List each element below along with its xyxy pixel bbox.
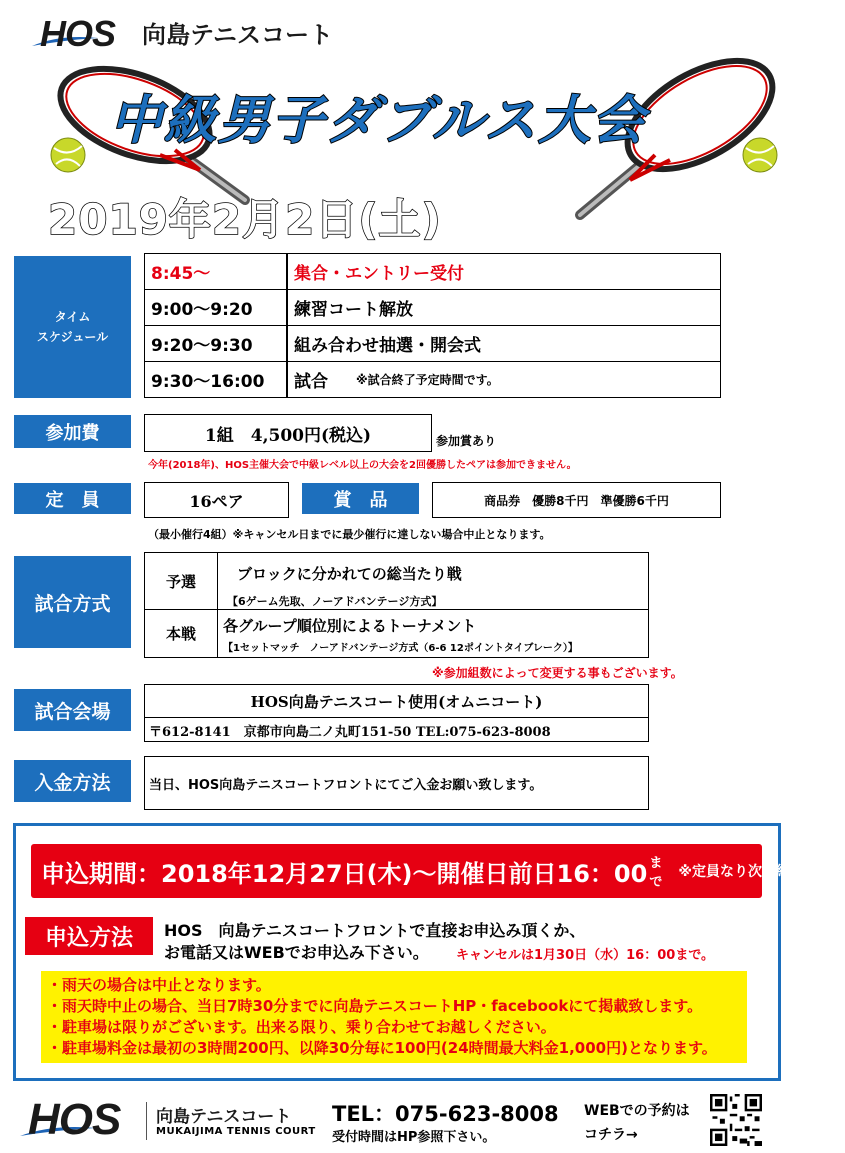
main-title: 各グループ順位別によるトーナメント	[223, 617, 477, 635]
capacity-note: （最小催行4組）※キャンセル日までに最少催行に達しない場合中止となります。	[148, 528, 551, 541]
application-cancel-note: キャンセルは1月30日（水）16：00まで。	[456, 948, 715, 963]
fee-warning: 今年(2018年)、HOS主催大会で中級レベル以上の大会を2回優勝したペアは参加できません。	[148, 460, 577, 471]
schedule-table	[144, 253, 721, 398]
schedule-time-3: 9:30〜16:00	[144, 361, 287, 398]
header-logo	[30, 14, 350, 54]
main-label: 本戦	[165, 625, 196, 643]
format-table	[144, 552, 649, 658]
format-label: 試合方式	[14, 556, 131, 648]
format-divider-horizontal	[145, 609, 648, 610]
schedule-event-3-text: 試合	[294, 372, 328, 392]
event-date: 2019年2月2日(土)	[48, 195, 442, 244]
prize-value: 商品券 優勝8千円 準優勝6千円	[432, 482, 721, 518]
application-period-note: ※定員なり次第終了です。	[678, 864, 845, 880]
schedule-event-3	[287, 361, 721, 398]
payment-text: 当日、HOS向島テニスコートフロントにてご入金お願い致します。	[144, 756, 649, 810]
capacity-value: 16ペア	[144, 482, 289, 518]
footer-hours: 受付時間はHP参照下さい。	[332, 1130, 496, 1145]
prelim-detail: 【6ゲーム先取、ノーアドバンテージ方式】	[227, 595, 443, 608]
note-item: ・駐車場料金は最初の3時間200円、以降30分毎に100円(24時間最大料金1,000円)となります。	[47, 1039, 717, 1057]
schedule-time-0: 8:45〜	[144, 253, 287, 290]
fee-label: 参加費	[14, 415, 131, 448]
note-item: ・駐車場は限りがございます。出来る限り、乗り合わせてお越しください。	[47, 1018, 556, 1036]
application-notes	[41, 971, 747, 1063]
footer-logo	[18, 1096, 318, 1144]
prelim-title: ブロックに分かれての総当たり戦	[237, 565, 462, 583]
footer-tel[interactable]: TEL：075-623-8008	[332, 1102, 559, 1126]
venue-label: 試合会場	[14, 689, 131, 731]
format-divider-vertical	[217, 553, 218, 657]
footer-web-line1: WEBでの予約は	[584, 1103, 690, 1119]
venue-name: HOS向島テニスコート使用(オムニコート)	[250, 693, 543, 711]
note-item: ・雨天時中止の場合、当日7時30分までに向島テニスコートHP・facebookにて掲載致します。	[47, 997, 703, 1015]
schedule-event-3-note: ※試合終了予定時間です。	[356, 373, 499, 387]
prize-label: 賞 品	[302, 483, 419, 514]
footer-court-name: 向島テニスコート	[156, 1107, 292, 1127]
main-detail: 【1セットマッチ ノーアドバンテージ方式（6-6 12ポイントタイブレーク）】	[223, 643, 578, 654]
footer-court-name-en: MUKAIJIMA TENNIS COURT	[156, 1126, 316, 1137]
footer-web-line2[interactable]: コチラ→	[584, 1127, 638, 1143]
venue-divider	[145, 717, 648, 718]
venue-box	[144, 684, 649, 742]
application-period-suffix: まで	[649, 856, 663, 890]
capacity-label: 定 員	[14, 483, 131, 514]
application-method-label: 申込方法	[25, 917, 153, 955]
application-method-line2: お電話又はWEBでお申込み下さい。	[164, 943, 429, 962]
fee-prize-note: 参加賞あり	[436, 434, 497, 448]
schedule-time-2: 9:20〜9:30	[144, 325, 287, 362]
application-period-bar	[31, 844, 845, 898]
fee-value: 1組 4,500円(税込)	[144, 414, 432, 452]
note-item: ・雨天の場合は中止となります。	[47, 976, 271, 994]
application-box	[13, 823, 845, 1081]
qr-code-icon[interactable]	[710, 1094, 762, 1146]
application-method-line1: HOS 向島テニスコートフロントで直接お申込み頂くか、	[164, 921, 586, 940]
schedule-time-1: 9:00〜9:20	[144, 289, 287, 326]
schedule-label: タイム スケジュール	[14, 256, 131, 398]
application-period: 申込期間：2018年12月27日(木)〜開催日前日16：00	[41, 859, 648, 888]
event-title: 中級男子ダブルス大会	[110, 91, 647, 151]
footer-logo-divider	[146, 1102, 147, 1140]
header-court-name: 向島テニスコート	[142, 21, 334, 49]
schedule-event-0: 集合・エントリー受付	[287, 253, 721, 290]
schedule-event-1: 練習コート解放	[287, 289, 721, 326]
schedule-event-2: 組み合わせ抽選・開会式	[287, 325, 721, 362]
footer-logo-text: HOS	[28, 1095, 121, 1144]
logo-text: HOS	[40, 13, 116, 54]
format-note: ※参加組数によって変更する事もございます。	[432, 666, 683, 680]
venue-address: 〒612-8141 京都市向島二ノ丸町151-50 TEL:075-623-8008	[149, 725, 551, 740]
prelim-label: 予選	[165, 572, 196, 591]
payment-label: 入金方法	[14, 760, 131, 802]
